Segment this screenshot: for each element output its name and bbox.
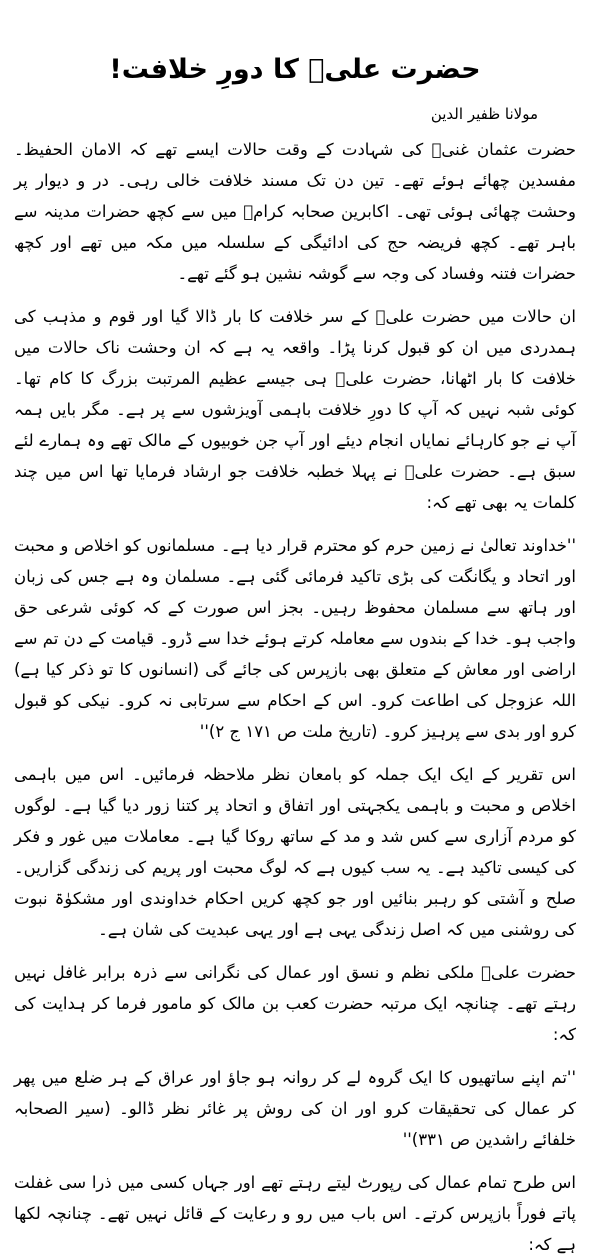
paragraph-governance: حضرت علیؓ ملکی نظم و نسق اور عمال کی نگرانی سے ذرہ برابر غافل نہیں رہتے تھے۔ چنانچہ ایک مرتبہ حضرت کعب بن مالک کو مامور فرما کر ہدایت کی کہ:: [14, 963, 576, 1044]
paragraph-instruction-quote: ''تم اپنے ساتھیوں کا ایک گروہ لے کر روانہ ہو جاؤ اور عراق کے ہر ضلع میں پھر کر عمال کی تحقیقات کرو اور ان کی روش پر غائر نظر ڈالو۔ (سیر الصحابہ خلفائے راشدین ص ۳۳۱)'': [14, 1068, 576, 1149]
paragraph-commentary: اس تقریر کے ایک ایک جملہ کو بامعان نظر ملاحظہ فرمائیں۔ اس میں باہمی اخلاص و محبت و باہمی یکجہتی اور اتفاق و اتحاد پر کتنا زور دیا گیا ہے۔ لوگوں کو مردم آزاری سے کس شد و مد کے ساتھ روکا گیا ہے۔ معاملات میں غور و فکر کی کیسی تاکید ہے۔ یہ سب کیوں ہے کہ لوگ محبت اور پریم کی زندگی گزاریں۔ صلح و آشتی کو رہبر بنائیں اور جو کچھ کریں احکام خداوندی اور مشکوٰۃ نبوت کی روشنی میں کہ اصل زندگی یہی ہے اور یہی عبدیت کی شان ہے۔: [14, 765, 576, 939]
article-title: حضرت علیؓ کا دورِ خلافت!: [109, 54, 481, 85]
article-author: مولانا ظفیر الدین: [430, 105, 538, 123]
paragraph-intro: حضرت عثمان غنیؓ کی شہادت کے وقت حالات ایسے تھے کہ الامان الحفیظ۔ مفسدین چھائے ہوئے تھے۔ تین دن تک مسند خلافت خالی رہی۔ در و دیوار پر وحشت چھائی ہوئی تھی۔ اکابرین صحابہ کرامؓ میں سے کچھ حضرات مدینہ سے باہر تھے۔ کچھ فریضہ حج کی ادائیگی کے سلسلہ میں مکہ میں تھے اور کچھ حضرات فتنہ وفساد کی وجہ سے گوشہ نشین ہو گئے تھے۔: [14, 140, 576, 283]
paragraph-caliphate: ان حالات میں حضرت علیؓ کے سر خلافت کا بار ڈالا گیا اور قوم و مذہب کی ہمدردی میں ان کو قبول کرنا پڑا۔ واقعہ یہ ہے کہ ان وحشت ناک حالات میں خلافت کا بار اٹھانا، حضرت علیؓ ہی جیسے عظیم المرتبت بزرگ کا کام تھا۔ کوئی شبہ نہیں کہ آپ کا دورِ خلافت باہمی آویزشوں سے پر ہے۔ مگر بایں ہمہ آپ نے جو کارہائے نمایاں انجام دیئے اور آپ جن خوبیوں کے مالک تھے وہ ہمارے لئے سبق ہے۔ حضرت علیؓ نے پہلا خطبہ خلافت جو ارشاد فرمایا تھا اس میں چند کلمات یہ بھی تھے کہ:: [14, 307, 576, 512]
paragraph-closing: اس طرح تمام عمال کی رپورٹ لیتے رہتے تھے اور جہاں کسی میں ذرا سی غفلت پاتے فوراً بازپرس کرتے۔ اس باب میں رو و رعایت کے قائل نہیں تھے۔ چنانچہ لکھا ہے کہ:: [14, 1173, 576, 1254]
paragraph-sermon-quote: ''خداوند تعالیٰ نے زمین حرم کو محترم قرار دیا ہے۔ مسلمانوں کو اخلاص و محبت اور اتحاد و یگانگت کی بڑی تاکید فرمائی گئی ہے۔ مسلمان وہ ہے جس کی زبان اور ہاتھ سے مسلمان محفوظ رہیں۔ بجز اس صورت کے کہ کوئی شرعی حق واجب ہو۔ خدا کے بندوں سے معاملہ کرتے ہوئے خدا سے ڈرو۔ قیامت کے دن تم سے اراضی اور معاش کے متعلق بھی بازپرس کی جائے گی (انسانوں کا تو ذکر کیا ہے) اللہ عزوجل کی اطاعت کرو۔ اس کے احکام سے سرتابی نہ کرو۔ نیکی کو قبول کرو اور بدی سے پرہیز کرو۔ (تاریخ ملت ص ۱۷۱ ج ۲)'': [14, 536, 576, 741]
